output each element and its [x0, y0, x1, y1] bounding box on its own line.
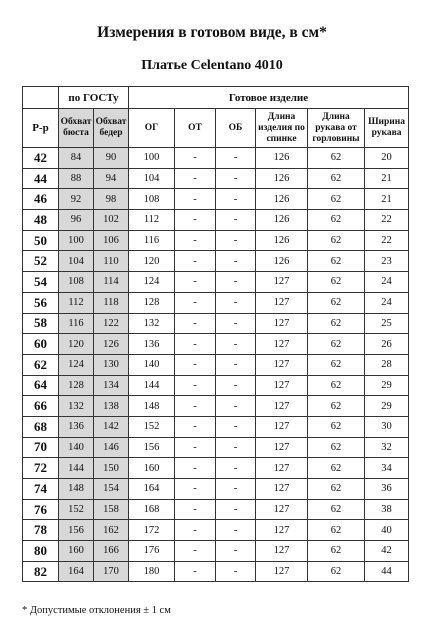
length-cell: 127: [256, 437, 308, 458]
sleeve-width-cell: 38: [365, 499, 409, 520]
bust-cell: 88: [59, 168, 94, 189]
size-cell: 80: [23, 541, 59, 562]
og-cell: 116: [129, 230, 175, 251]
footnote: * Допустимые отклонения ± 1 см: [22, 605, 171, 616]
sleeve-width-cell: 21: [365, 189, 409, 210]
hips-cell: 118: [94, 292, 129, 313]
table-row: [23, 561, 409, 582]
sleeve-width-cell: 40: [365, 520, 409, 541]
ot-cell: -: [175, 520, 216, 541]
header-hips: Обхват бедер: [94, 109, 129, 148]
size-cell: 44: [23, 168, 59, 189]
sleeve-length-cell: 62: [308, 334, 365, 355]
ob-cell: -: [216, 499, 256, 520]
ob-cell: -: [216, 292, 256, 313]
size-cell: 66: [23, 396, 59, 417]
sleeve-length-cell: 62: [308, 272, 365, 293]
size-cell: 62: [23, 354, 59, 375]
length-cell: 127: [256, 272, 308, 293]
ob-cell: -: [216, 313, 256, 334]
og-cell: 168: [129, 499, 175, 520]
ot-cell: -: [175, 189, 216, 210]
ob-cell: -: [216, 416, 256, 437]
sleeve-width-cell: 44: [365, 561, 409, 582]
ot-cell: -: [175, 148, 216, 169]
ot-cell: -: [175, 499, 216, 520]
sleeve-width-cell: 29: [365, 375, 409, 396]
ob-cell: -: [216, 251, 256, 272]
bust-cell: 120: [59, 334, 94, 355]
hips-cell: 162: [94, 520, 129, 541]
ot-cell: -: [175, 210, 216, 231]
ob-cell: -: [216, 479, 256, 500]
hips-cell: 102: [94, 210, 129, 231]
og-cell: 176: [129, 541, 175, 562]
hips-cell: 90: [94, 148, 129, 169]
ot-cell: -: [175, 541, 216, 562]
ob-cell: -: [216, 541, 256, 562]
bust-cell: 156: [59, 520, 94, 541]
length-cell: 127: [256, 541, 308, 562]
size-table: [22, 86, 409, 582]
hips-cell: 94: [94, 168, 129, 189]
length-cell: 127: [256, 292, 308, 313]
ot-cell: -: [175, 334, 216, 355]
header-length: Длина изделия по спинке: [256, 109, 308, 148]
ot-cell: -: [175, 375, 216, 396]
bust-cell: 112: [59, 292, 94, 313]
ob-cell: -: [216, 272, 256, 293]
size-cell: 82: [23, 561, 59, 582]
sleeve-length-cell: 62: [308, 479, 365, 500]
table-row: [23, 375, 409, 396]
ob-cell: -: [216, 210, 256, 231]
length-cell: 126: [256, 189, 308, 210]
length-cell: 127: [256, 396, 308, 417]
og-cell: 180: [129, 561, 175, 582]
table-row: [23, 334, 409, 355]
page-title: Измерения в готовом виде, в см*: [97, 24, 327, 41]
size-cell: 70: [23, 437, 59, 458]
bust-cell: 160: [59, 541, 94, 562]
table-row: [23, 313, 409, 334]
og-cell: 152: [129, 416, 175, 437]
sleeve-length-cell: 62: [308, 561, 365, 582]
table-row: [23, 168, 409, 189]
size-cell: 58: [23, 313, 59, 334]
og-cell: 124: [129, 272, 175, 293]
ot-cell: -: [175, 354, 216, 375]
sleeve-length-cell: 62: [308, 189, 365, 210]
bust-cell: 144: [59, 458, 94, 479]
header-sleeve-length: Длина рукава от горловины: [308, 109, 365, 148]
ob-cell: -: [216, 148, 256, 169]
ob-cell: -: [216, 396, 256, 417]
length-cell: 126: [256, 168, 308, 189]
size-cell: 78: [23, 520, 59, 541]
hips-cell: 142: [94, 416, 129, 437]
sleeve-length-cell: 62: [308, 458, 365, 479]
table-row: [23, 230, 409, 251]
bust-cell: 152: [59, 499, 94, 520]
sleeve-length-cell: 62: [308, 210, 365, 231]
ot-cell: -: [175, 458, 216, 479]
sleeve-width-cell: 24: [365, 292, 409, 313]
table-row: [23, 458, 409, 479]
sleeve-width-cell: 22: [365, 230, 409, 251]
header-og: ОГ: [129, 109, 175, 148]
size-cell: 48: [23, 210, 59, 231]
sleeve-width-cell: 36: [365, 479, 409, 500]
og-cell: 144: [129, 375, 175, 396]
og-cell: 156: [129, 437, 175, 458]
sleeve-length-cell: 62: [308, 251, 365, 272]
og-cell: 140: [129, 354, 175, 375]
ob-cell: -: [216, 168, 256, 189]
bust-cell: 108: [59, 272, 94, 293]
bust-cell: 100: [59, 230, 94, 251]
ob-cell: -: [216, 437, 256, 458]
ot-cell: -: [175, 251, 216, 272]
bust-cell: 140: [59, 437, 94, 458]
ot-cell: -: [175, 437, 216, 458]
og-cell: 128: [129, 292, 175, 313]
length-cell: 126: [256, 230, 308, 251]
length-cell: 127: [256, 354, 308, 375]
sleeve-width-cell: 26: [365, 334, 409, 355]
ob-cell: -: [216, 375, 256, 396]
sleeve-width-cell: 28: [365, 354, 409, 375]
hips-cell: 122: [94, 313, 129, 334]
sleeve-length-cell: 62: [308, 354, 365, 375]
sleeve-length-cell: 62: [308, 313, 365, 334]
length-cell: 127: [256, 499, 308, 520]
sleeve-length-cell: 62: [308, 396, 365, 417]
ot-cell: -: [175, 416, 216, 437]
ob-cell: -: [216, 561, 256, 582]
ot-cell: -: [175, 292, 216, 313]
sleeve-length-cell: 62: [308, 292, 365, 313]
og-cell: 148: [129, 396, 175, 417]
table-row: [23, 499, 409, 520]
header-group-row: [23, 87, 409, 109]
ot-cell: -: [175, 230, 216, 251]
bust-cell: 164: [59, 561, 94, 582]
size-cell: 50: [23, 230, 59, 251]
og-cell: 164: [129, 479, 175, 500]
size-cell: 60: [23, 334, 59, 355]
ob-cell: -: [216, 458, 256, 479]
ot-cell: -: [175, 561, 216, 582]
sleeve-width-cell: 25: [365, 313, 409, 334]
header-ot: ОТ: [175, 109, 216, 148]
hips-cell: 130: [94, 354, 129, 375]
sleeve-length-cell: 62: [308, 230, 365, 251]
sleeve-width-cell: 24: [365, 272, 409, 293]
bust-cell: 104: [59, 251, 94, 272]
hips-cell: 150: [94, 458, 129, 479]
sleeve-width-cell: 21: [365, 168, 409, 189]
hips-cell: 154: [94, 479, 129, 500]
ob-cell: -: [216, 520, 256, 541]
sleeve-length-cell: 62: [308, 520, 365, 541]
ot-cell: -: [175, 479, 216, 500]
hips-cell: 134: [94, 375, 129, 396]
table-row: [23, 272, 409, 293]
bust-cell: 124: [59, 354, 94, 375]
bust-cell: 132: [59, 396, 94, 417]
ob-cell: -: [216, 354, 256, 375]
length-cell: 127: [256, 313, 308, 334]
bust-cell: 84: [59, 148, 94, 169]
table-row: [23, 396, 409, 417]
sleeve-width-cell: 32: [365, 437, 409, 458]
size-cell: 52: [23, 251, 59, 272]
hips-cell: 114: [94, 272, 129, 293]
length-cell: 127: [256, 520, 308, 541]
length-cell: 127: [256, 375, 308, 396]
table-row: [23, 437, 409, 458]
sleeve-width-cell: 20: [365, 148, 409, 169]
header-empty-cell: [23, 87, 59, 109]
ot-cell: -: [175, 396, 216, 417]
bust-cell: 92: [59, 189, 94, 210]
size-cell: 64: [23, 375, 59, 396]
header-ob: ОБ: [216, 109, 256, 148]
og-cell: 108: [129, 189, 175, 210]
hips-cell: 170: [94, 561, 129, 582]
og-cell: 136: [129, 334, 175, 355]
hips-cell: 110: [94, 251, 129, 272]
bust-cell: 148: [59, 479, 94, 500]
sleeve-width-cell: 22: [365, 210, 409, 231]
header-bust: Обхват бюста: [59, 109, 94, 148]
size-cell: 72: [23, 458, 59, 479]
length-cell: 126: [256, 148, 308, 169]
sleeve-length-cell: 62: [308, 168, 365, 189]
size-cell: 56: [23, 292, 59, 313]
header-gost: по ГОСТу: [59, 87, 129, 109]
ob-cell: -: [216, 230, 256, 251]
table-row: [23, 520, 409, 541]
header-columns-row: [23, 109, 409, 148]
hips-cell: 158: [94, 499, 129, 520]
og-cell: 132: [129, 313, 175, 334]
sleeve-width-cell: 34: [365, 458, 409, 479]
ob-cell: -: [216, 189, 256, 210]
length-cell: 127: [256, 334, 308, 355]
size-cell: 76: [23, 499, 59, 520]
table-row: [23, 416, 409, 437]
table-row: [23, 354, 409, 375]
og-cell: 100: [129, 148, 175, 169]
hips-cell: 126: [94, 334, 129, 355]
length-cell: 127: [256, 458, 308, 479]
og-cell: 104: [129, 168, 175, 189]
hips-cell: 106: [94, 230, 129, 251]
hips-cell: 98: [94, 189, 129, 210]
length-cell: 127: [256, 561, 308, 582]
length-cell: 126: [256, 210, 308, 231]
size-cell: 74: [23, 479, 59, 500]
og-cell: 172: [129, 520, 175, 541]
og-cell: 112: [129, 210, 175, 231]
ot-cell: -: [175, 168, 216, 189]
sleeve-length-cell: 62: [308, 416, 365, 437]
hips-cell: 138: [94, 396, 129, 417]
table-row: [23, 292, 409, 313]
sleeve-width-cell: 29: [365, 396, 409, 417]
length-cell: 127: [256, 479, 308, 500]
header-finished-product: Готовое изделие: [129, 87, 409, 109]
table-row: [23, 479, 409, 500]
bust-cell: 116: [59, 313, 94, 334]
bust-cell: 96: [59, 210, 94, 231]
og-cell: 160: [129, 458, 175, 479]
table-row: [23, 210, 409, 231]
size-cell: 68: [23, 416, 59, 437]
table-row: [23, 541, 409, 562]
length-cell: 127: [256, 416, 308, 437]
sleeve-width-cell: 30: [365, 416, 409, 437]
bust-cell: 136: [59, 416, 94, 437]
hips-cell: 146: [94, 437, 129, 458]
ot-cell: -: [175, 313, 216, 334]
product-subtitle: Платье Celentano 4010: [141, 58, 283, 73]
sleeve-width-cell: 42: [365, 541, 409, 562]
length-cell: 126: [256, 251, 308, 272]
ot-cell: -: [175, 272, 216, 293]
sleeve-length-cell: 62: [308, 375, 365, 396]
sleeve-length-cell: 62: [308, 499, 365, 520]
header-size: Р-р: [23, 109, 59, 148]
ob-cell: -: [216, 334, 256, 355]
og-cell: 120: [129, 251, 175, 272]
size-cell: 54: [23, 272, 59, 293]
header-sleeve-width: Ширина рукава: [365, 109, 409, 148]
size-cell: 46: [23, 189, 59, 210]
sleeve-length-cell: 62: [308, 541, 365, 562]
sleeve-width-cell: 23: [365, 251, 409, 272]
bust-cell: 128: [59, 375, 94, 396]
size-cell: 42: [23, 148, 59, 169]
hips-cell: 166: [94, 541, 129, 562]
table-body: [23, 148, 409, 582]
table-row: [23, 251, 409, 272]
sleeve-length-cell: 62: [308, 148, 365, 169]
table-row: [23, 189, 409, 210]
table-row: [23, 148, 409, 169]
sleeve-length-cell: 62: [308, 437, 365, 458]
